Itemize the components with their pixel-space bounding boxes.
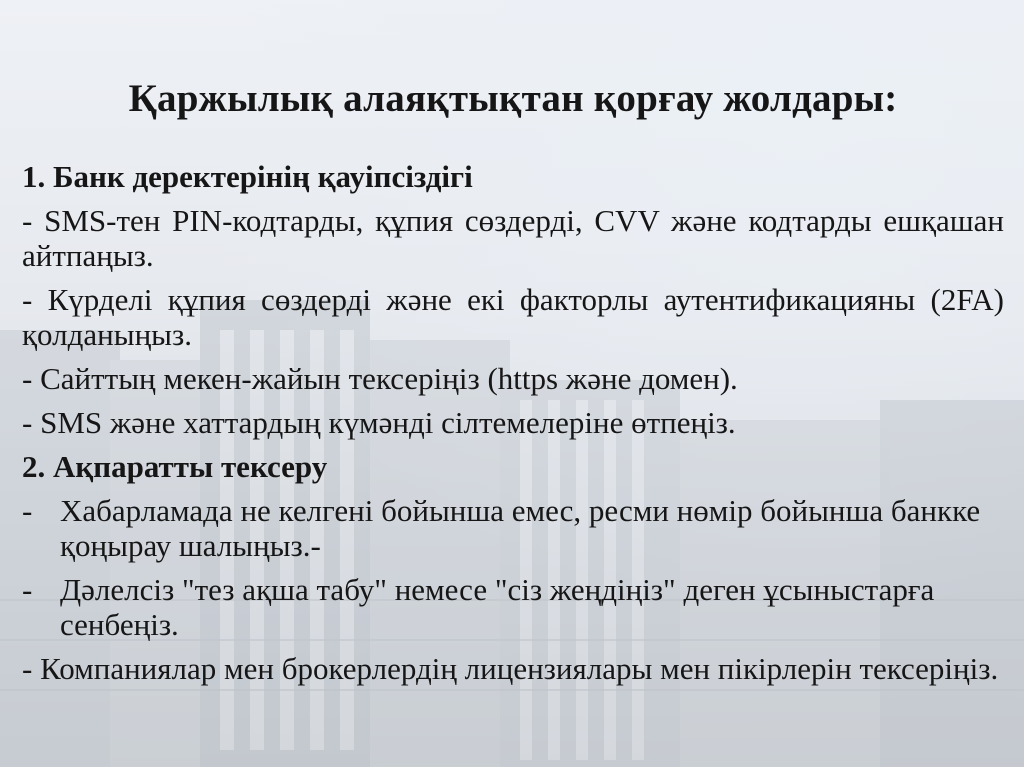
section-2-item-3: - Компаниялар мен брокерлердің лицензиялары мен пікірлерін тексеріңіз. [22,651,999,687]
section-1-item-3: - Сайттың мекен-жайын тексеріңіз (https және домен). [22,360,738,396]
section-1-item-2: - Күрделі құпия сөздерді және екі факторлы аутентификацияны (2FA) қолданыңыз. [22,281,1004,352]
section-2-item-2-text: Дәлелсіз "тез ақша табу" немесе "сіз жеңдіңіз" деген ұсыныстарға сенбеңіз. [60,572,935,643]
section-2-item-2 [22,572,1004,642]
bullet-dash: - [22,493,33,529]
section-1-item-4: - SMS және хаттардың күмәнді сілтемелеріне өтпеңіз. [22,404,736,440]
section-1-item-1: - SMS-тен PIN-кодтарды, құпия сөздерді, CVV және кодтарды ешқашан айтпаңыз. [22,202,1004,273]
section-2-heading: 2. Ақпаратты тексеру [22,449,328,484]
section-1-heading: 1. Банк деректерінің қауіпсіздігі [22,158,473,194]
bullet-dash: - [22,572,33,608]
section-2-item-1-text: Хабарламада не келгені бойынша емес, ресми нөмір бойынша банкке қоңырау шалыңыз.- [60,493,981,564]
slide-body [22,159,1004,686]
slide-title: Қаржылық алаяқтықтан қорғау жолдары: [128,77,898,120]
section-2-item-1 [22,493,1004,563]
